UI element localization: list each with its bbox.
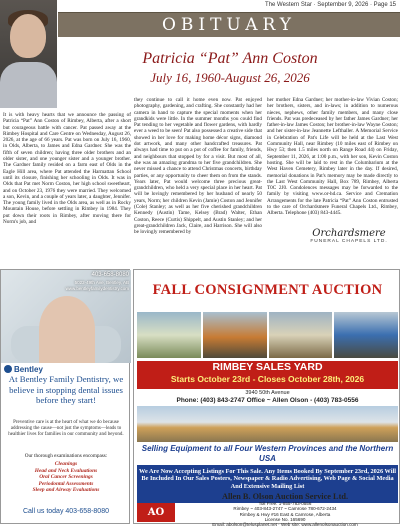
company-name: Allen B. Olson Auction Service Ltd.: [221, 492, 349, 501]
page-running-head: The Western Star · September 9, 2026 · Page 15: [265, 2, 396, 8]
company-line: Rimbey & Hwy #16 East & Camrose, Alberta: [239, 511, 331, 517]
sales-yard-name: RIMBEY SALES YARD: [212, 361, 323, 373]
sales-yard-phones: Phone: (403) 843-2747 Office ~ Allen Olson - (403) 783-0556: [176, 397, 359, 404]
list-item: Head and Neck Evaluations: [34, 467, 98, 474]
dental-patient-shape: [39, 296, 95, 363]
obituary-column-1: It is with heavy hearts that we announce the passing of Patricia “Pat” Ann Coston of Rimbey, Alberta, after a short but courageous battle with cancer. Pat passed away at the Rimbey Hospital and Care Centre on Wednesday, August 26, 2026, at the age of 66 years. Pat was born on July 16, 1960, in Olds, Alberta, to James and Edna Gardner. She was the fifth of seven children; having three older brothers and an older sister, and one younger sister and a younger brother. The Gardner family resided on a farm east of Olds in the Eagle Hill area, where Pat attended the Harmattan School until its closure, finishing her schooling in Olds. It was in Olds that Pat met Norm Coston, her high school sweetheart, and on October 23, 1976 they were married. They welcomed a son, Kevin, and a couple of years later, a daughter, Jennifer. The young family lived in the Olds area, as well as in Rocky Mountain House, before settling in Rimbey in 1984. They put down their roots in Rimbey, after moving there for Norm's job, and: [3, 112, 131, 226]
dental-advertisement: [0, 269, 130, 524]
portrait-shirt: [0, 62, 57, 108]
dental-brand: [4, 365, 43, 374]
dental-list-title: Our thorough examinations encompass:: [24, 453, 108, 459]
company-line: Toll Free: 1-855-783-0556: [258, 501, 312, 506]
auction-title: FALL CONSIGNMENT AUCTION: [152, 282, 383, 298]
selling-statement: Selling Equipment to all Four Western Provinces and the Northern USA: [141, 444, 394, 463]
dental-body-text: Preventive care is at the heart of what we do because addressing the cause—not just the symptoms—leads to healthier lives for families in our community and beyond.: [8, 420, 124, 438]
company-line: Email: abolson@telusplanet.net · Web site: www.allenolsonauction.com: [212, 522, 358, 527]
obituary-column-2: they continue to call it home even now. Pat enjoyed photography, gardening, and crafting. She constantly had her camera in hand to capture the special moments when her grandkids were little. In the summer months you could find Pat tending to her vegetable and flower gardens, with hardly ever a weed to be seen! Pat also possessed a creative side that showed in her love for making home décor signs, diamond dot artwork, and many other handcrafted treasures. Pat always had time to put on a pot of coffee for family, friends, and neighbours that stopped by for a visit. But most of all, she was an amazing grandma to her five grandchildren. She never missed a chance to attend Christmas concerts, birthday parties, or any opportunity to cheer them on from the stands. Years later, Pat would welcome three precious great-grandchildren, who held a very special place in her heart. Pat will be lovingly remembered by her husband of nearly 50 years, Norm; her children Kevin (Jamie) Coston and Jennifer (Cole) Stanley; as well as her five cherished grandchildren Kennedy (Austin) Tame, Kelsey (Brad) Walter, Ethan Coston, Reece (Curtis) Shippelt, and Austin Stanley; and her great-grandchildren Jack, Claire, and Harrison. She will also be lovingly remembered by: [134, 97, 262, 236]
dental-phone-top: 403-658-8080: [91, 272, 129, 278]
company-logo: AO: [137, 503, 175, 522]
sales-yard-dates: Starts October 23rd - Closes October 28th, 2026: [170, 374, 365, 384]
dental-brand-label: Bentley: [14, 365, 43, 374]
portrait-face: [10, 14, 46, 58]
obituary-banner: [58, 12, 400, 37]
company-line: License No. 165690: [264, 516, 306, 522]
auction-photo: [137, 312, 201, 358]
dental-call-to-action: Call us today 403-658-8080: [22, 508, 109, 515]
dental-address: 5022-49th Ave, Bentley, AB www.bentleyfamilydentistry.com: [65, 280, 129, 291]
auction-title-bar: [134, 270, 401, 310]
company-info: [172, 492, 398, 527]
deceased-name: Patricia “Pat” Ann Coston: [142, 50, 318, 67]
obituary-column-3: her mother Edna Gardner; her mother-in-law Vivian Coston; her brothers, sisters, and in-laws; in addition to numerous nieces, nephews, other family members, and many close friends. Pat was predeceased by her father James Gardner; her father-in-law James Coston; her brother-in-law Wayne Coston; and her sister-in-law Jeannette Lefthaller. A Memorial Service in Celebration of Pat's Life will be held at the Last West Community Hall, near Rimbey (10 miles east of Rimbey on Hwy 53; then 1.5 miles north on Range Road 44) on Friday, September 11, 2026, at 1:00 p.m., with her son, Kevin Coston hosting. She will be laid to rest in the Columbarium at the West Haven Cemetery, Rimbey later in the day. If desired, memorial donations in Pat's memory may be made directly to the Last West Community Hall, Box 789, Rimbey, Alberta T0C 2J0. Condolences messages may be forwarded to the family by visiting www.or-hd.ca. Service and Cremation Arrangements for the late Patricia “Pat” Ann Coston entrusted to the care of Orchardsmere Funeral Chapels Ltd., Rimbey, Alberta. Telephone (403) 843-4445.: [267, 97, 398, 217]
funeral-home-logo: [300, 228, 398, 262]
funeral-home-sub: FUNERAL CHAPELS LTD.: [310, 239, 388, 244]
list-item: Cleanings: [54, 461, 78, 467]
auction-photo-strip: [137, 312, 398, 358]
list-item: Oral Cancer Screenings: [39, 474, 93, 481]
dental-headline: At Bentley Family Dentistry, we believe in stopping dental issues before they start!: [8, 374, 124, 405]
deceased-dates: July 16, 1960-August 26, 2026: [150, 70, 310, 85]
auction-photo: [334, 312, 398, 358]
obituary-portrait-photo: [0, 0, 57, 108]
tooth-logo-icon: [4, 365, 12, 373]
equipment-photo: [137, 406, 398, 442]
company-line: Rimbey ~ 403-843-2747 ~ Camrose 780-672-2434: [233, 506, 337, 512]
auction-advertisement: [133, 269, 400, 527]
funeral-home-name: Orchardsmere: [312, 228, 386, 239]
obituary-banner-title: OBITUARY: [161, 15, 297, 35]
dental-services-list: [4, 461, 128, 494]
auction-photo: [203, 312, 267, 358]
sales-yard-bar: [137, 361, 398, 389]
listings-panel-text: We Are Now Accepting Listings For This Sale. Any Items Booked By September 23rd, 2026 Will Be Included In Our Sales Posters, Newspaper & Radio Advertising, Web Page & Social Media And Extensive Mailing List: [139, 468, 396, 490]
list-item: Periodontal Assessments: [38, 480, 94, 487]
sales-yard-address: 3940 50th Avenue: [245, 390, 290, 396]
auction-photo: [269, 312, 333, 358]
list-item: Sleep and Airway Evaluations: [32, 487, 100, 494]
